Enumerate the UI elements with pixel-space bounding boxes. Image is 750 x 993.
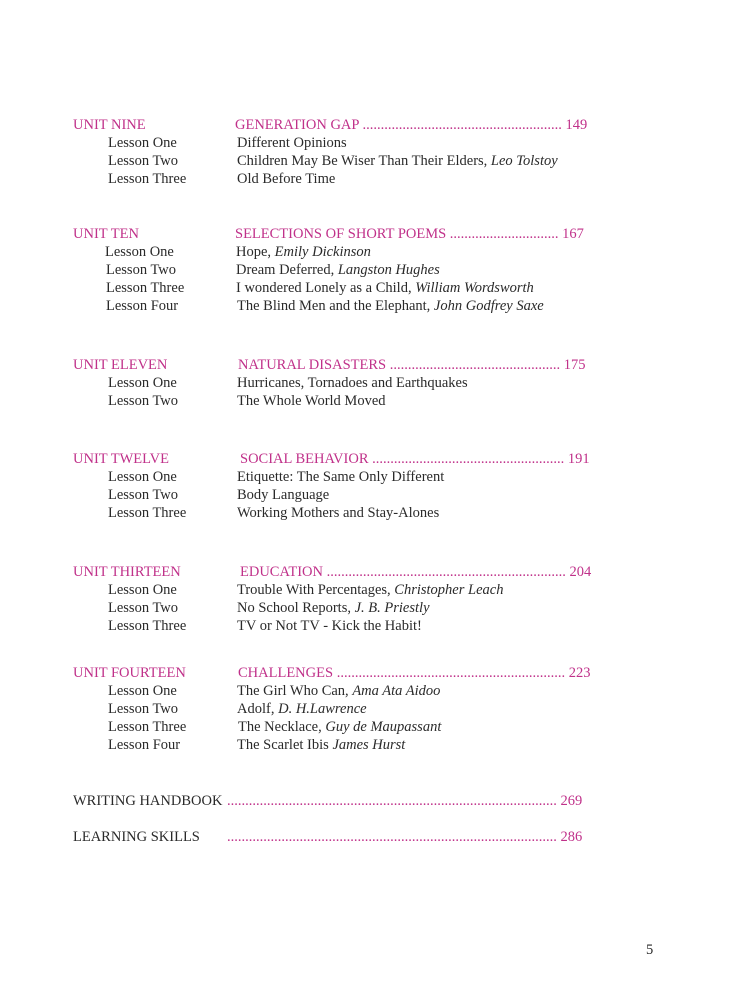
lesson-number: Lesson Four — [108, 737, 181, 753]
unit-page: 175 — [563, 357, 586, 373]
unit-title: EDUCATION — [240, 564, 323, 580]
lesson-number: Lesson Two — [108, 600, 179, 616]
unit-heading — [73, 117, 613, 135]
unit-page: 167 — [562, 226, 584, 242]
lesson-author: Christopher Leach — [394, 582, 504, 598]
lesson-number: Lesson Two — [108, 393, 179, 409]
lesson-title: I wondered Lonely as a Child, William Wordsworth — [236, 280, 534, 296]
lesson-number: Lesson Two — [108, 701, 179, 717]
lesson-number: Lesson Three — [108, 505, 187, 521]
unit-heading — [73, 564, 613, 582]
unit-title-line — [235, 117, 587, 134]
lesson-title: TV or Not TV - Kick the Habit! — [237, 618, 422, 634]
lesson-title: Adolf, D. H.Lawrence — [237, 701, 367, 717]
dot-leader: .............................. — [446, 226, 559, 242]
learning-skills-entry — [73, 829, 613, 847]
page-number: 5 — [646, 942, 654, 958]
lesson-title: Hurricanes, Tornadoes and Earthquakes — [237, 375, 468, 391]
unit-name: UNIT ELEVEN — [73, 357, 168, 373]
unit-title-line — [238, 357, 585, 374]
lesson-number: Lesson Two — [108, 487, 179, 503]
dot-leader: ............................................... — [386, 357, 561, 373]
dot-leader: ..................................................... — [368, 451, 565, 467]
lesson-author: Langston Hughes — [337, 262, 440, 278]
lesson-number: Lesson Three — [108, 171, 187, 187]
entry-name: LEARNING SKILLS — [73, 829, 200, 845]
unit-heading — [73, 665, 613, 683]
unit-title-line — [235, 226, 584, 243]
lesson-title: Body Language — [237, 487, 330, 503]
dot-leader: ............................................................... — [333, 665, 566, 681]
unit-page: 191 — [567, 451, 590, 467]
lesson-author: John Godfrey Saxe — [433, 298, 544, 314]
writing-handbook-entry — [73, 793, 613, 811]
lesson-number: Lesson One — [108, 683, 177, 699]
lesson-title: Etiquette: The Same Only Different — [237, 469, 445, 485]
lesson-title: The Necklace, Guy de Maupassant — [238, 719, 442, 735]
entry-leader-line — [227, 829, 582, 846]
lesson-title: Working Mothers and Stay-Alones — [237, 505, 440, 521]
lesson-number: Lesson Two — [108, 153, 179, 169]
lesson-title: The Blind Men and the Elephant, John Godfrey Saxe — [237, 298, 544, 314]
unit-title: CHALLENGES — [238, 665, 334, 681]
dot-leader: .................................................................. — [322, 564, 566, 580]
lesson-number: Lesson Three — [108, 719, 187, 735]
unit-name: UNIT FOURTEEN — [73, 665, 186, 681]
lesson-author: J. B. Priestly — [354, 600, 430, 616]
lesson-author: Guy de Maupassant — [325, 719, 442, 735]
dot-leader: ........................................................................................... — [227, 829, 557, 845]
unit-title-line — [240, 451, 590, 468]
lesson-number: Lesson Three — [106, 280, 185, 296]
dot-leader: ........................................................................................... — [227, 793, 557, 809]
lesson-title: The Whole World Moved — [237, 393, 386, 409]
lesson-title: Hope, Emily Dickinson — [236, 244, 371, 260]
entry-page: 286 — [560, 829, 583, 845]
lesson-author: William Wordsworth — [415, 280, 534, 296]
lesson-title: Different Opinions — [237, 135, 347, 151]
entry-name: WRITING HANDBOOK — [73, 793, 223, 809]
entry-page: 269 — [560, 793, 583, 809]
lesson-title: The Girl Who Can, Ama Ata Aidoo — [237, 683, 441, 699]
lesson-number: Lesson Three — [108, 618, 187, 634]
lesson-number: Lesson One — [108, 469, 177, 485]
unit-title-line — [240, 564, 591, 581]
lesson-title: Trouble With Percentages, Christopher Leach — [237, 582, 504, 598]
lesson-number: Lesson Two — [106, 262, 177, 278]
unit-title: GENERATION GAP — [235, 117, 359, 133]
entry-leader-line — [227, 793, 582, 810]
lesson-number: Lesson One — [108, 582, 177, 598]
unit-name: UNIT TEN — [73, 226, 139, 242]
unit-name: UNIT TWELVE — [73, 451, 169, 467]
lesson-title: Dream Deferred, Langston Hughes — [236, 262, 440, 278]
unit-title: NATURAL DISASTERS — [238, 357, 387, 373]
lesson-author: Ama Ata Aidoo — [352, 683, 441, 699]
lesson-number: Lesson Four — [106, 298, 179, 314]
lesson-number: Lesson One — [105, 244, 174, 260]
lesson-title: The Scarlet Ibis James Hurst — [237, 737, 406, 753]
lesson-author: D. H.Lawrence — [278, 701, 367, 717]
unit-heading — [73, 451, 613, 469]
unit-heading — [73, 357, 613, 375]
lesson-author: Leo Tolstoy — [490, 153, 558, 169]
unit-title: SELECTIONS OF SHORT POEMS — [235, 226, 447, 242]
lesson-number: Lesson One — [108, 135, 177, 151]
lesson-title: Old Before Time — [237, 171, 336, 187]
lesson-title: No School Reports, J. B. Priestly — [237, 600, 430, 616]
unit-title-line — [238, 665, 590, 682]
lesson-title: Children May Be Wiser Than Their Elders, Leo Tolstoy — [237, 153, 558, 169]
unit-name: UNIT NINE — [73, 117, 146, 133]
unit-page: 204 — [569, 564, 592, 580]
lesson-author: Emily Dickinson — [274, 244, 371, 260]
unit-heading — [73, 226, 613, 244]
lesson-author: James Hurst — [332, 737, 406, 753]
lesson-number: Lesson One — [108, 375, 177, 391]
unit-title: SOCIAL BEHAVIOR — [240, 451, 369, 467]
unit-page: 149 — [565, 117, 588, 133]
dot-leader: ....................................................... — [358, 117, 562, 133]
unit-name: UNIT THIRTEEN — [73, 564, 181, 580]
unit-page: 223 — [568, 665, 591, 681]
